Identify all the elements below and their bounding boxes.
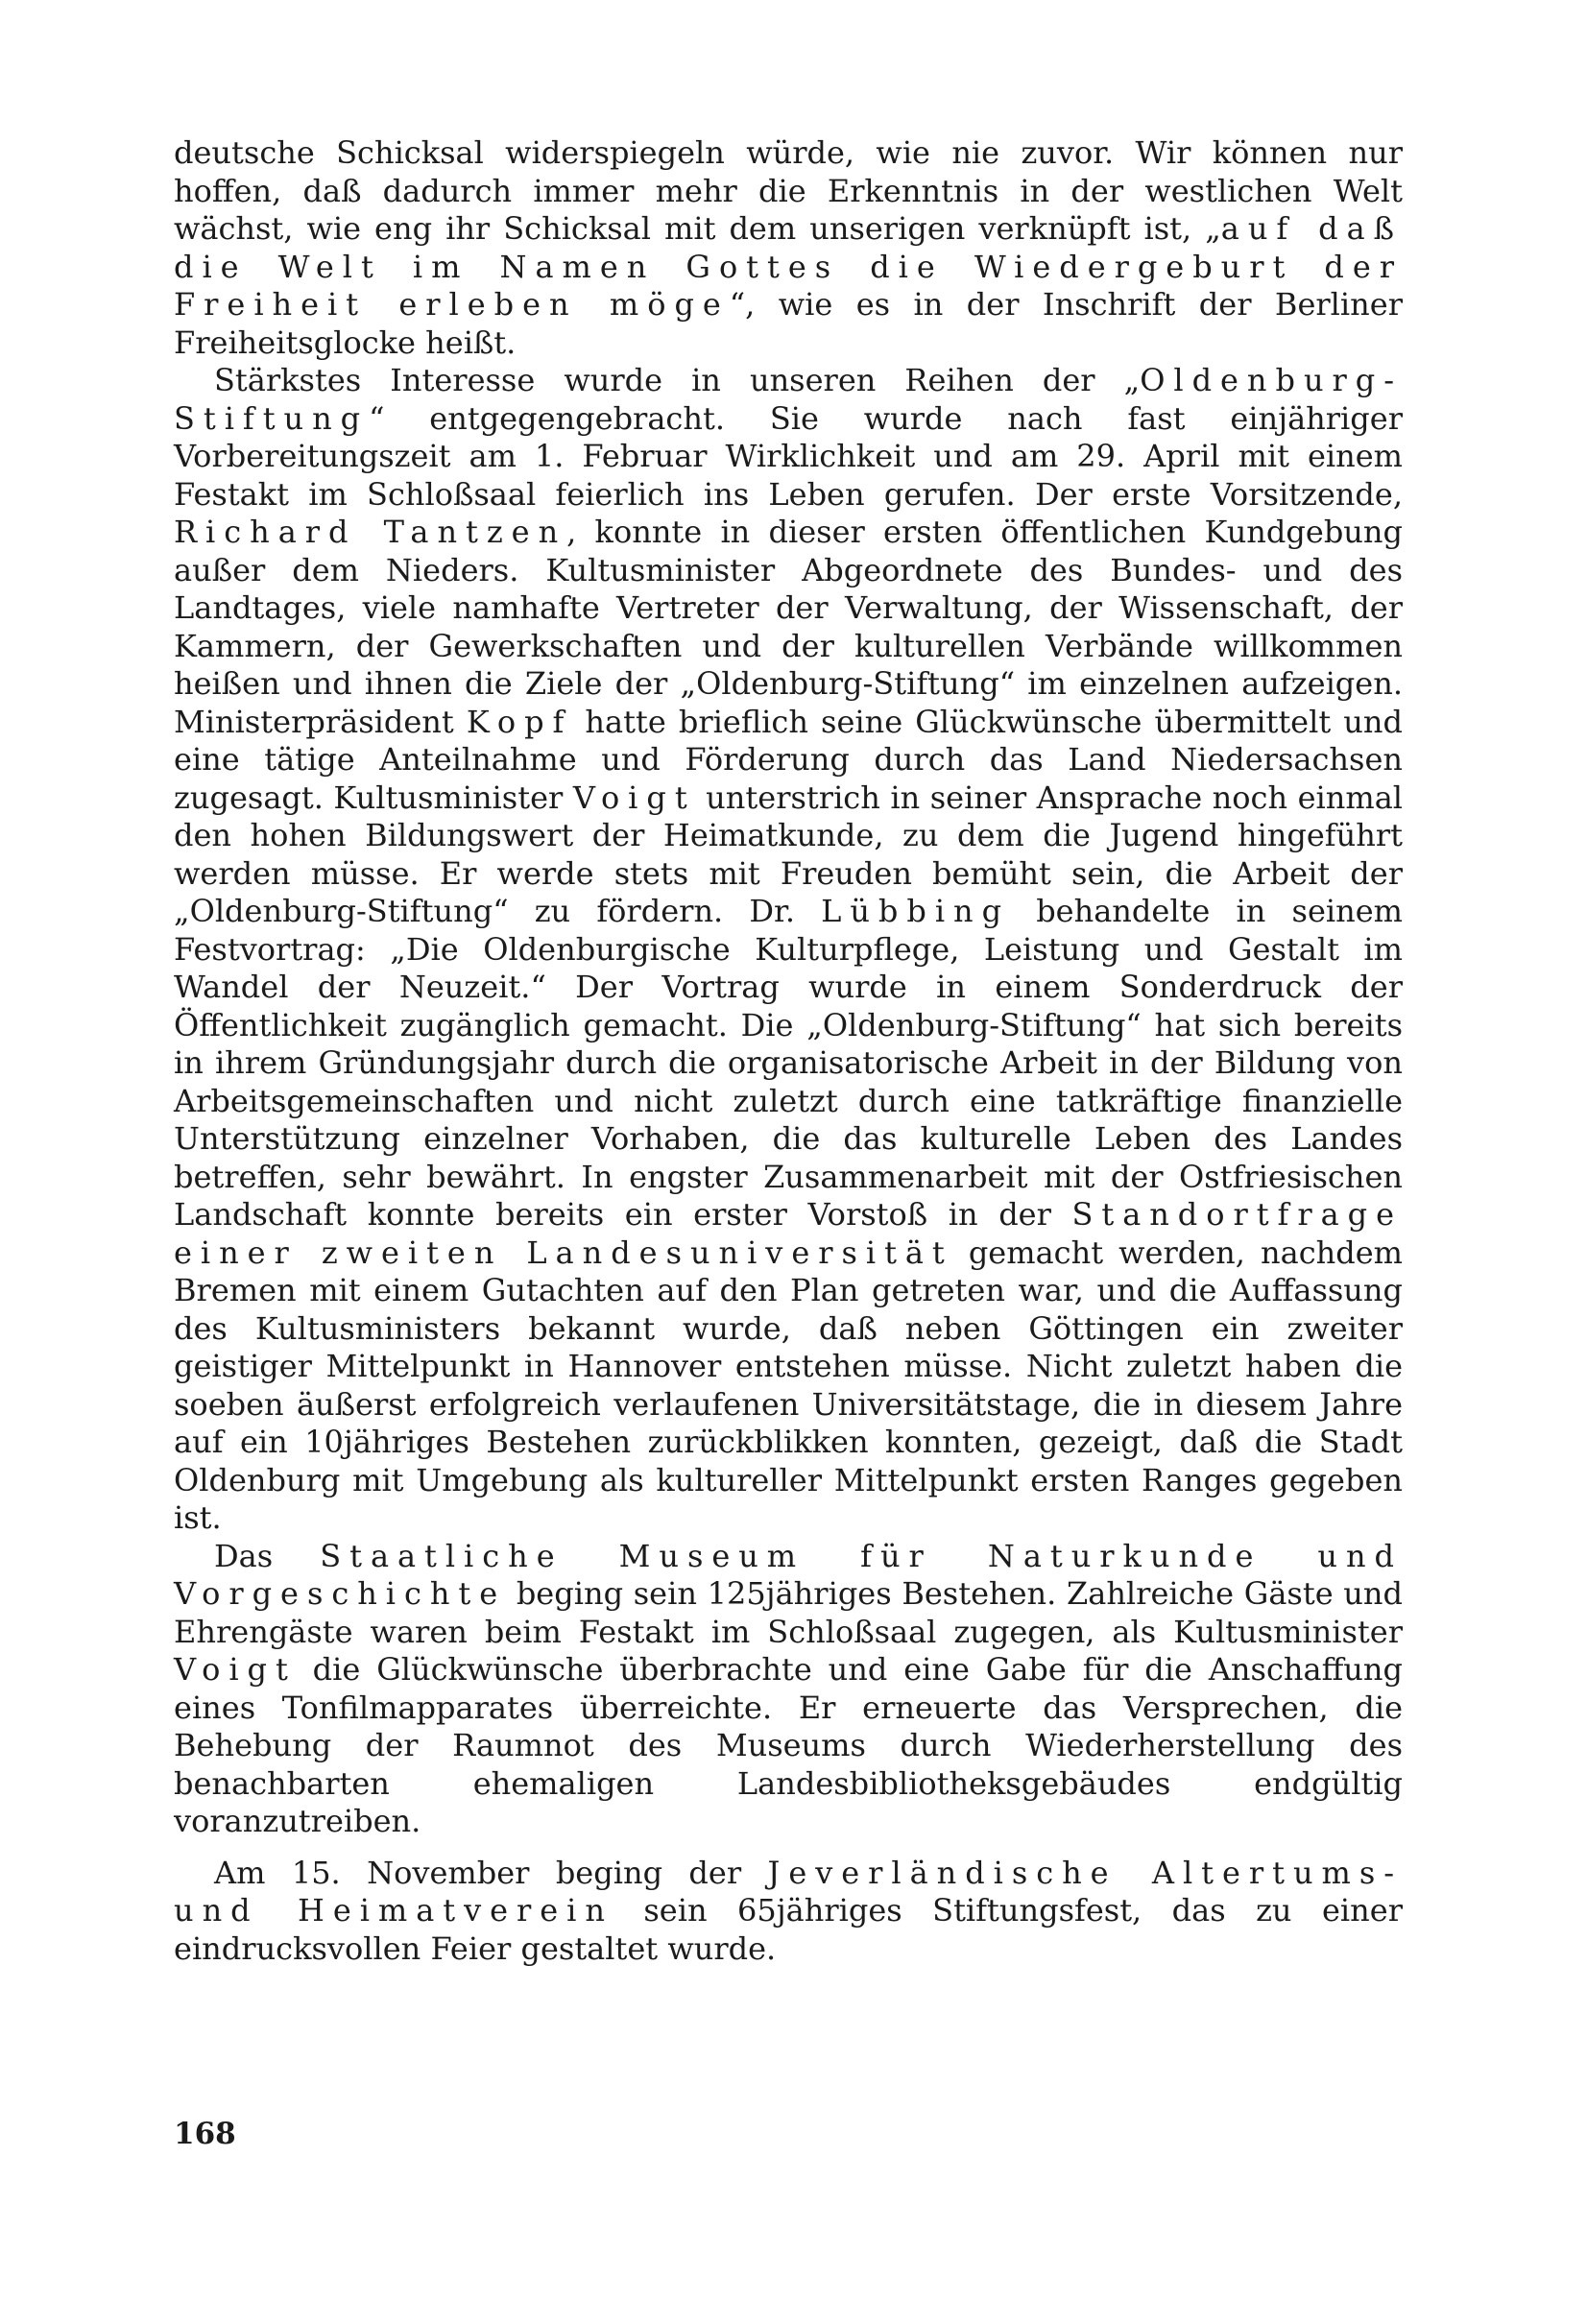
text-segment: Am 15. November beging der [214,1854,768,1891]
text-segment: , konnte in dieser ersten öffentlichen Kundgebung außer dem Nieders. Kultusminister Abgeordnete des Bundes- und des Landtages, viele namhafte Vertreter der Verwaltung, der Wissenschaft, der Kammern, der Gewerkschaften und der kulturellen Verbände willkommen heißen und ihnen die Ziele der „Oldenburg-Stiftung“ im einzelnen aufzeigen. Ministerpräsident [174,514,1403,740]
text-segment: unterstrich in seiner Ansprache noch einmal den hohen Bildungswert der Heimatkunde, zu dem die Jugend hingeführt werden müsse. Er werde stets mit Freuden bemüht sein, die Arbeit der „Oldenburg-Stiftung“ zu fördern. Dr. [174,779,1404,929]
paragraph-2 [174,362,1403,1538]
emphasized-text: Standortfrage einer zweiten Landesuniversität [174,1196,1403,1271]
emphasized-text: auf daß die Welt im Namen Gottes die Wiedergeburt der Freiheit erleben möge [174,210,1403,323]
paragraph-3 [174,1538,1403,1841]
text-segment: hatte brieflich seine Glückwünsche übermittelt und eine tätige Anteilnahme und Förderung durch das Land Niedersachsen zugesagt. Kultusminister [174,703,1404,816]
emphasized-text: Oldenburg-Stiftung [174,362,1403,437]
emphasized-text: Richard Tantzen [174,514,567,550]
emphasized-text: Kopf [466,703,573,740]
text-segment: die Glückwünsche überbrachte und eine Gabe für die Anschaffung eines Tonfilmapparates überreichte. Er erneuerte das Versprechen, die Behebung der Raumnot des Museums durch Wiederherstellung des benachbarten ehemaligen Landesbibliotheksgebäudes endgültig voranzutreiben. [174,1651,1403,1839]
text-segment: gemacht werden, nachdem Bremen mit einem Gutachten auf den Plan getreten war, und die Auffassung des Kultusministers bekannt wurde, daß neben Göttingen ein zweiter geistiger Mittelpunkt in Hannover entstehen müsse. Nicht zuletzt haben die soeben äußerst erfolgreich verlaufenen Universitätstage, die in diesem Jahre auf ein 10jähriges Bestehen zurückblikken konnten, gezeigt, daß die Stadt Oldenburg mit Umgebung als kultureller Mittelpunkt ersten Ranges gegeben ist. [174,1234,1404,1536]
emphasized-text: Jeverländische Altertums- und Heimatverein [174,1854,1404,1929]
text-segment: “ entgegengebracht. Sie wurde nach fast einjähriger Vorbereitungszeit am 1. Februar Wirklichkeit und am 29. April mit einem Festakt im Schloßsaal feierlich ins Leben gerufen. Der erste Vorsitzende, [174,399,1403,513]
page-text [174,134,1403,2246]
paragraph-1 [174,134,1403,362]
text-segment: sein 65jähriges Stiftungsfest, das zu einer eindrucksvollen Feier gestaltet wurde. [174,1892,1403,1967]
text-segment: Das [214,1537,321,1574]
paragraph-4 [174,1855,1403,1969]
text-segment: beging sein 125jähriges Bestehen. Zahlreiche Gäste und Ehrengäste waren beim Festakt im Schloßsaal zugegen, als Kultusminister [174,1575,1403,1650]
text-segment: “, wie es in der Inschrift der Berliner Freiheitsglocke heißt. [174,286,1403,361]
emphasized-text: Lübbing [821,893,1011,929]
text-segment: deutsche Schicksal widerspiegeln würde, wie nie zuvor. Wir können nur hoffen, daß dadurch immer mehr die Erkenntnis in der westlichen Welt wächst, wie eng ihr Schicksal mit dem unserigen verknüpft ist, „ [174,134,1403,247]
text-segment: behandelte in seinem Festvortrag: „Die Oldenburgische Kulturpflege, Leistung und Gestalt im Wandel der Neuzeit.“ Der Vortrag wurde in einem Sonderdruck der Öffentlichkeit zugänglich gemacht. Die „Oldenburg-Stiftung“ hat sich bereits in ihrem Gründungsjahr durch die organisatorische Arbeit in der Bildung von Arbeitsgemeinschaften und nicht zuletzt durch eine tatkräftige finanzielle Unterstützung einzelner Vorhaben, die das kulturelle Leben des Landes betreffen, sehr bewährt. In engster Zusammenarbeit mit der Ostfriesischen Landschaft konnte bereits ein erster Vorstoß in der [174,893,1404,1233]
emphasized-text: Staatliche Museum für Naturkunde und Vorgeschichte [174,1537,1404,1612]
emphasized-text: Voigt [174,1651,297,1688]
emphasized-text: Voigt [572,779,696,816]
text-segment: Stärkstes Interesse wurde in unseren Reihen der „ [214,362,1141,398]
page-number: 168 [174,2117,236,2151]
